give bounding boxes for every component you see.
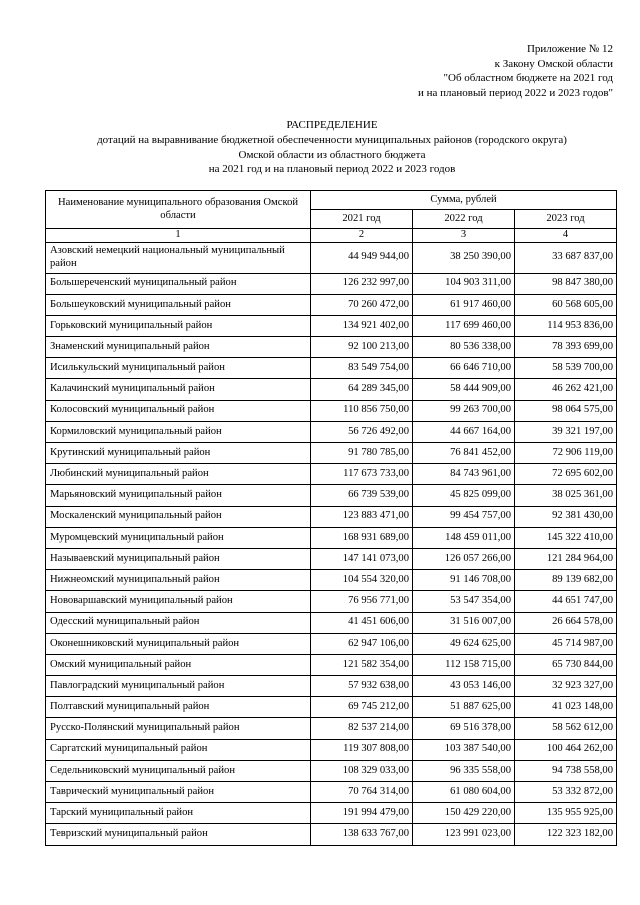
amount-2022: 66 646 710,00 <box>413 358 515 379</box>
table-row <box>46 443 617 464</box>
amount-2021: 126 232 997,00 <box>311 273 413 294</box>
district-name: Колосовский муниципальный район <box>46 400 311 421</box>
amount-2021: 121 582 354,00 <box>311 654 413 675</box>
amount-2023: 32 923 327,00 <box>515 676 617 697</box>
table-row <box>46 697 617 718</box>
district-name: Полтавский муниципальный район <box>46 697 311 718</box>
table-row <box>46 273 617 294</box>
district-name: Нижнеомский муниципальный район <box>46 570 311 591</box>
amount-2023: 135 955 925,00 <box>515 803 617 824</box>
amount-2022: 38 250 390,00 <box>413 242 515 273</box>
district-name: Москаленский муниципальный район <box>46 506 311 527</box>
district-name: Горьковский муниципальный район <box>46 315 311 336</box>
amount-2023: 78 393 699,00 <box>515 337 617 358</box>
district-name: Крутинский муниципальный район <box>46 443 311 464</box>
amount-2022: 80 536 338,00 <box>413 337 515 358</box>
amount-2021: 56 726 492,00 <box>311 421 413 442</box>
table-row <box>46 782 617 803</box>
header-year-2022: 2022 год <box>413 210 515 229</box>
amount-2023: 94 738 558,00 <box>515 760 617 781</box>
amount-2021: 134 921 402,00 <box>311 315 413 336</box>
amount-2022: 96 335 558,00 <box>413 760 515 781</box>
table-row <box>46 612 617 633</box>
table-row <box>46 676 617 697</box>
district-name: Павлоградский муниципальный район <box>46 676 311 697</box>
table-row <box>46 400 617 421</box>
amount-2023: 58 539 700,00 <box>515 358 617 379</box>
amount-2021: 191 994 479,00 <box>311 803 413 824</box>
table-row <box>46 506 617 527</box>
amount-2021: 119 307 808,00 <box>311 739 413 760</box>
amount-2021: 76 956 771,00 <box>311 591 413 612</box>
header-year-2021: 2021 год <box>311 210 413 229</box>
amount-2023: 121 284 964,00 <box>515 548 617 569</box>
amount-2022: 112 158 715,00 <box>413 654 515 675</box>
amount-2021: 108 329 033,00 <box>311 760 413 781</box>
amount-2023: 72 695 602,00 <box>515 464 617 485</box>
district-name: Большеуковский муниципальный район <box>46 294 311 315</box>
table-row <box>46 294 617 315</box>
amount-2023: 145 322 410,00 <box>515 527 617 548</box>
amount-2021: 62 947 106,00 <box>311 633 413 654</box>
amount-2021: 168 931 689,00 <box>311 527 413 548</box>
table-row <box>46 739 617 760</box>
amount-2021: 83 549 754,00 <box>311 358 413 379</box>
amount-2023: 46 262 421,00 <box>515 379 617 400</box>
column-index: 2 <box>311 229 413 243</box>
amount-2023: 100 464 262,00 <box>515 739 617 760</box>
table-row <box>46 421 617 442</box>
appendix-line: к Закону Омской области <box>494 57 613 70</box>
table-row <box>46 824 617 845</box>
amount-2021: 92 100 213,00 <box>311 337 413 358</box>
column-index: 1 <box>46 229 311 243</box>
amount-2023: 44 651 747,00 <box>515 591 617 612</box>
amount-2022: 99 454 757,00 <box>413 506 515 527</box>
district-name: Саргатский муниципальный район <box>46 739 311 760</box>
table-row <box>46 718 617 739</box>
amount-2021: 64 289 345,00 <box>311 379 413 400</box>
amount-2022: 91 146 708,00 <box>413 570 515 591</box>
amount-2021: 66 739 539,00 <box>311 485 413 506</box>
amount-2022: 150 429 220,00 <box>413 803 515 824</box>
amount-2022: 69 516 378,00 <box>413 718 515 739</box>
amount-2023: 26 664 578,00 <box>515 612 617 633</box>
district-name: Кормиловский муниципальный район <box>46 421 311 442</box>
amount-2022: 45 825 099,00 <box>413 485 515 506</box>
document-title <box>0 118 640 177</box>
amount-2021: 44 949 944,00 <box>311 242 413 273</box>
amount-2021: 110 856 750,00 <box>311 400 413 421</box>
district-name: Называевский муниципальный район <box>46 548 311 569</box>
amount-2023: 65 730 844,00 <box>515 654 617 675</box>
table-row <box>46 464 617 485</box>
amount-2022: 61 080 604,00 <box>413 782 515 803</box>
table-row <box>46 803 617 824</box>
amount-2023: 38 025 361,00 <box>515 485 617 506</box>
amount-2022: 31 516 007,00 <box>413 612 515 633</box>
appendix-line: и на плановый период 2022 и 2023 годов" <box>417 86 613 99</box>
amount-2022: 148 459 011,00 <box>413 527 515 548</box>
amount-2021: 104 554 320,00 <box>311 570 413 591</box>
amount-2023: 41 023 148,00 <box>515 697 617 718</box>
amount-2023: 98 064 575,00 <box>515 400 617 421</box>
amount-2021: 57 932 638,00 <box>311 676 413 697</box>
amount-2022: 117 699 460,00 <box>413 315 515 336</box>
column-index: 3 <box>413 229 515 243</box>
table-body <box>46 242 617 845</box>
district-name: Азовский немецкий национальный муниципальный район <box>46 242 311 273</box>
amount-2022: 44 667 164,00 <box>413 421 515 442</box>
district-name: Таврический муниципальный район <box>46 782 311 803</box>
amount-2023: 114 953 836,00 <box>515 315 617 336</box>
amount-2022: 53 547 354,00 <box>413 591 515 612</box>
district-name: Любинский муниципальный район <box>46 464 311 485</box>
amount-2023: 39 321 197,00 <box>515 421 617 442</box>
amount-2022: 84 743 961,00 <box>413 464 515 485</box>
amount-2023: 72 906 119,00 <box>515 443 617 464</box>
header-year-2023: 2023 год <box>515 210 617 229</box>
amount-2022: 104 903 311,00 <box>413 273 515 294</box>
amount-2021: 41 451 606,00 <box>311 612 413 633</box>
table-row <box>46 358 617 379</box>
amount-2022: 51 887 625,00 <box>413 697 515 718</box>
amount-2022: 103 387 540,00 <box>413 739 515 760</box>
table-row <box>46 527 617 548</box>
appendix-line: Приложение № 12 <box>526 43 613 55</box>
title-line: Омской области из областного бюджета <box>238 148 426 161</box>
appendix-line: "Об областном бюджете на 2021 год <box>443 72 613 84</box>
district-name: Одесский муниципальный район <box>46 612 311 633</box>
amount-2022: 123 991 023,00 <box>413 824 515 845</box>
district-name: Муромцевский муниципальный район <box>46 527 311 548</box>
distribution-table <box>45 190 617 846</box>
district-name: Оконешниковский муниципальный район <box>46 633 311 654</box>
district-name: Тевризский муниципальный район <box>46 824 311 845</box>
district-name: Исилькульский муниципальный район <box>46 358 311 379</box>
header-name: Наименование муниципального образования Омской области <box>46 191 311 229</box>
district-name: Калачинский муниципальный район <box>46 379 311 400</box>
amount-2021: 123 883 471,00 <box>311 506 413 527</box>
amount-2023: 33 687 837,00 <box>515 242 617 273</box>
header-sum: Сумма, рублей <box>311 191 617 210</box>
district-name: Большереченский муниципальный район <box>46 273 311 294</box>
table-row <box>46 654 617 675</box>
appendix-note <box>418 42 613 100</box>
district-name: Седельниковский муниципальный район <box>46 760 311 781</box>
amount-2022: 43 053 146,00 <box>413 676 515 697</box>
district-name: Омский муниципальный район <box>46 654 311 675</box>
district-name: Нововаршавский муниципальный район <box>46 591 311 612</box>
table-row <box>46 760 617 781</box>
table-row <box>46 242 617 273</box>
amount-2021: 147 141 073,00 <box>311 548 413 569</box>
title-line: дотаций на выравнивание бюджетной обеспеченности муниципальных районов (городского округа) <box>97 133 567 146</box>
district-name: Знаменский муниципальный район <box>46 337 311 358</box>
table-row <box>46 548 617 569</box>
title-line: на 2021 год и на плановый период 2022 и 2023 годов <box>208 163 456 176</box>
amount-2021: 91 780 785,00 <box>311 443 413 464</box>
table-row <box>46 570 617 591</box>
amount-2022: 49 624 625,00 <box>413 633 515 654</box>
amount-2023: 53 332 872,00 <box>515 782 617 803</box>
column-index: 4 <box>515 229 617 243</box>
amount-2021: 70 764 314,00 <box>311 782 413 803</box>
amount-2023: 98 847 380,00 <box>515 273 617 294</box>
amount-2022: 126 057 266,00 <box>413 548 515 569</box>
amount-2023: 45 714 987,00 <box>515 633 617 654</box>
amount-2023: 89 139 682,00 <box>515 570 617 591</box>
amount-2023: 60 568 605,00 <box>515 294 617 315</box>
amount-2023: 122 323 182,00 <box>515 824 617 845</box>
amount-2021: 138 633 767,00 <box>311 824 413 845</box>
amount-2021: 117 673 733,00 <box>311 464 413 485</box>
title-line: РАСПРЕДЕЛЕНИЕ <box>286 119 378 131</box>
table-row <box>46 633 617 654</box>
table-row <box>46 315 617 336</box>
amount-2021: 70 260 472,00 <box>311 294 413 315</box>
amount-2022: 58 444 909,00 <box>413 379 515 400</box>
district-name: Марьяновский муниципальный район <box>46 485 311 506</box>
amount-2023: 58 562 612,00 <box>515 718 617 739</box>
district-name: Русско-Полянский муниципальный район <box>46 718 311 739</box>
table-row <box>46 337 617 358</box>
amount-2022: 76 841 452,00 <box>413 443 515 464</box>
district-name: Тарский муниципальный район <box>46 803 311 824</box>
table-row <box>46 485 617 506</box>
amount-2023: 92 381 430,00 <box>515 506 617 527</box>
amount-2021: 82 537 214,00 <box>311 718 413 739</box>
amount-2022: 99 263 700,00 <box>413 400 515 421</box>
table-row <box>46 379 617 400</box>
table-row <box>46 591 617 612</box>
amount-2021: 69 745 212,00 <box>311 697 413 718</box>
amount-2022: 61 917 460,00 <box>413 294 515 315</box>
